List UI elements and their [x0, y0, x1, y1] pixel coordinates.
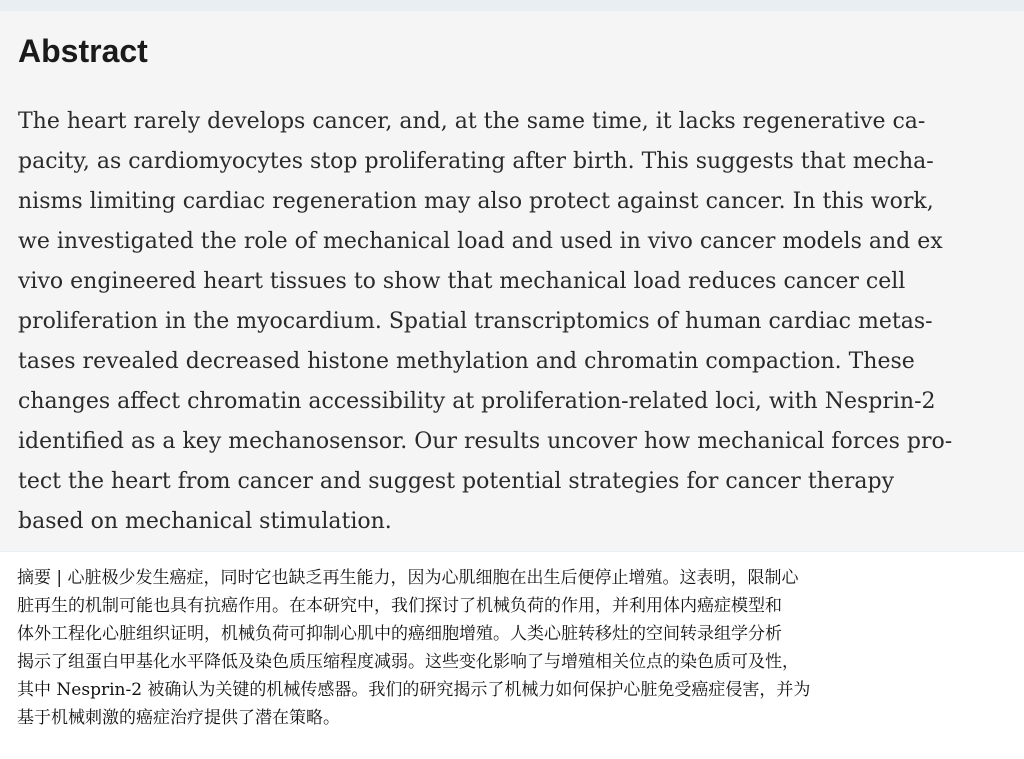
translation-line: 脏再生的机制可能也具有抗癌作用。在本研究中，我们探讨了机械负荷的作用，并利用体内癌症模型和 [17, 596, 782, 616]
abstract-line: nisms limiting cardiac regeneration may also protect against cancer. In this work, [18, 189, 934, 214]
abstract-line: tases revealed decreased histone methylation and chromatin compaction. These [18, 349, 915, 374]
abstract-line: identified as a key mechanosensor. Our results uncover how mechanical forces pro- [18, 429, 953, 454]
translation-line: 其中 Nesprin-2 被确认为关键的机械传感器。我们的研究揭示了机械力如何保护心脏免受癌症侵害，并为 [17, 680, 811, 700]
abstract-section [0, 11, 1024, 551]
translation-line: 基于机械刺激的癌症治疗提供了潜在策略。 [17, 708, 340, 728]
translation-line: 揭示了组蛋白甲基化水平降低及染色质压缩程度减弱。这些变化影响了与增殖相关位点的染色质可及性， [17, 652, 799, 672]
translation-section [0, 552, 1024, 759]
abstract-heading: Abstract [18, 33, 148, 69]
abstract-line: proliferation in the myocardium. Spatial transcriptomics of human cardiac metas- [18, 309, 933, 334]
abstract-line: pacity, as cardiomyocytes stop proliferating after birth. This suggests that mecha- [18, 149, 934, 174]
abstract-line: changes affect chromatin accessibility at proliferation-related loci, with Nesprin-2 [18, 389, 936, 414]
abstract-line: we investigated the role of mechanical load and used in vivo cancer models and ex [18, 229, 943, 254]
translation-text [17, 564, 1021, 732]
translation-line: 体外工程化心脏组织证明，机械负荷可抑制心肌中的癌细胞增殖。人类心脏转移灶的空间转录组学分析 [17, 624, 782, 644]
abstract-text [18, 102, 1018, 542]
abstract-line: tect the heart from cancer and suggest potential strategies for cancer therapy [18, 469, 894, 494]
top-strip [0, 0, 1024, 11]
abstract-line: based on mechanical stimulation. [18, 509, 392, 534]
abstract-line: vivo engineered heart tissues to show that mechanical load reduces cancer cell [18, 269, 906, 294]
translation-line: 摘要 | 心脏极少发生癌症，同时它也缺乏再生能力，因为心肌细胞在出生后便停止增殖。这表明，限制心 [17, 568, 799, 588]
abstract-line: The heart rarely develops cancer, and, at the same time, it lacks regenerative ca- [18, 109, 926, 134]
